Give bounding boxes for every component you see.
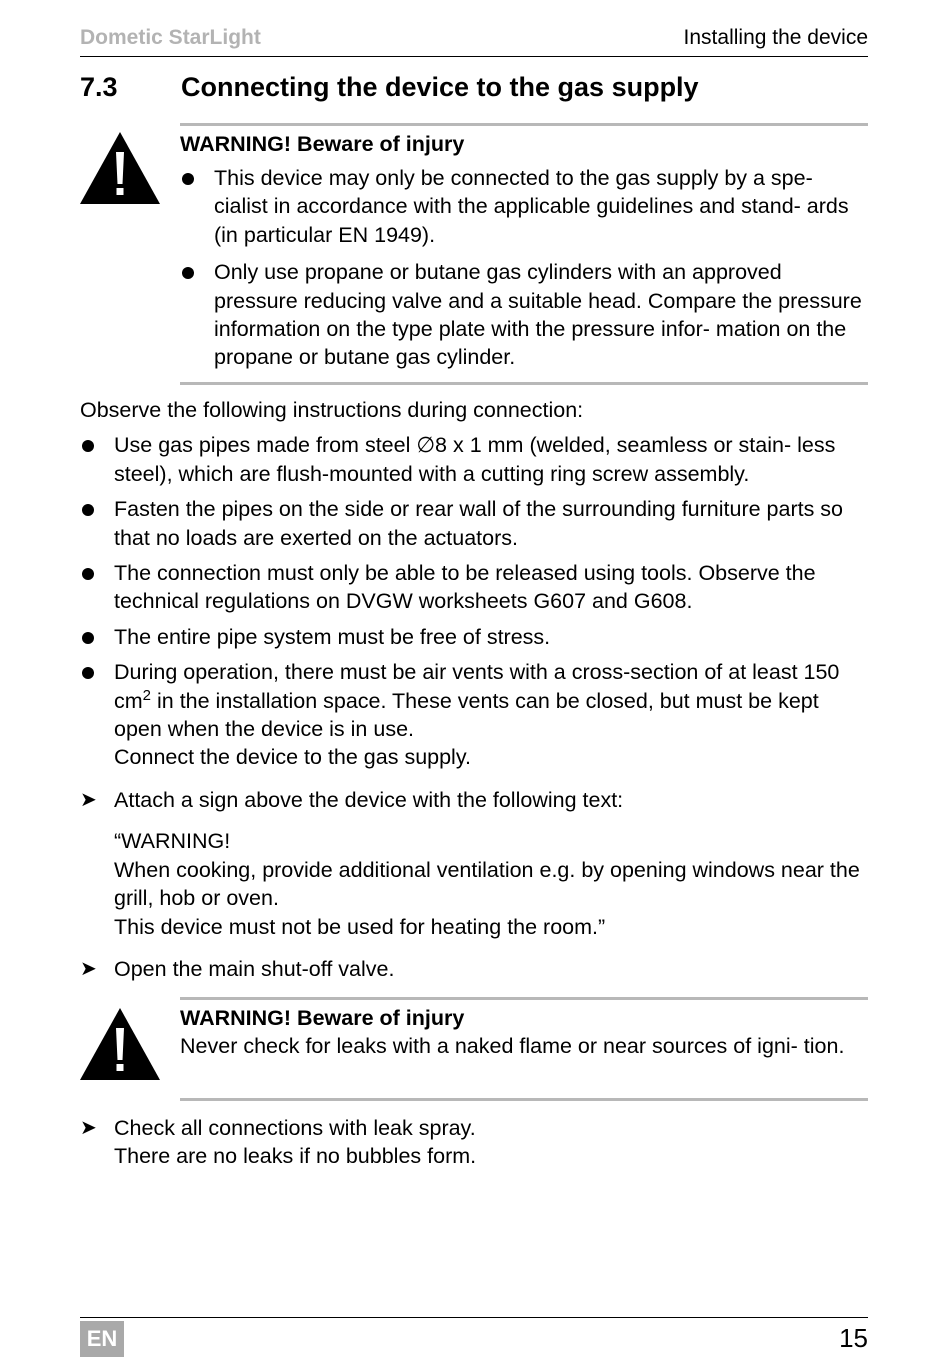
- page-number: 15: [839, 1323, 868, 1353]
- header-section-label: Installing the device: [683, 26, 868, 49]
- page-footer: [80, 1317, 868, 1358]
- step-text: Check all connections with leak spray.: [114, 1116, 476, 1140]
- vents-text-pre: During operation, there must be air vents with a cross-section of at least 150 cm: [114, 660, 840, 713]
- warning-box-1: [180, 123, 868, 385]
- step-text: Attach a sign above the device with the following text:: [114, 787, 624, 812]
- step-attach-sign: [80, 786, 868, 814]
- arrow-icon: ➤: [80, 957, 97, 980]
- step-open-valve: [80, 955, 868, 983]
- warning-title: WARNING! Beware of injury: [180, 1006, 465, 1030]
- brand-name: Dometic StarLight: [80, 26, 261, 49]
- vents-text-post: in the installation space. These vents can be closed, but must be kept open when the device is in use.: [114, 688, 819, 742]
- instruction-item: The entire pipe system must be free of stress.: [80, 623, 868, 651]
- sign-line: “WARNING!: [114, 829, 231, 854]
- section-title: Connecting the device to the gas supply: [181, 72, 699, 102]
- arrow-icon: ➤: [80, 788, 97, 811]
- section-number: 7.3: [80, 72, 118, 102]
- warning-bullet: This device may only be connected to the gas supply by a spe- cialist in accordance with the applicable guidelines and stand- ards (in particular EN 1949).: [180, 164, 868, 249]
- arrow-icon: ➤: [80, 1117, 97, 1139]
- vents-superscript: 2: [142, 686, 152, 704]
- warning-triangle-icon: [80, 132, 160, 204]
- step-check-leaks: [80, 1114, 868, 1171]
- instructions-intro: Observe the following instructions during connection:: [80, 398, 584, 422]
- sign-line: When cooking, provide additional ventilation e.g. by opening windows near the grill, hob or oven.: [114, 857, 860, 911]
- instruction-item-vents: [80, 658, 868, 772]
- warning-triangle-icon: [80, 1008, 160, 1080]
- vents-text-line2: Connect the device to the gas supply.: [114, 745, 471, 770]
- sign-line: This device must not be used for heating the room.”: [114, 914, 606, 939]
- warning-box-2: [180, 997, 868, 1101]
- step-text-result: There are no leaks if no bubbles form.: [114, 1144, 477, 1169]
- language-badge: EN: [80, 1321, 124, 1357]
- instruction-item: Fasten the pipes on the side or rear wall of the surrounding furniture parts so that no loads are exerted on the actuators.: [80, 495, 868, 552]
- instructions: [80, 396, 868, 983]
- sign-text: [80, 827, 868, 941]
- warning-text: Never check for leaks with a naked flame or near sources of igni- tion.: [180, 1034, 845, 1058]
- instruction-item: The connection must only be able to be released using tools. Observe the technical regulations on DVGW worksheets G607 and G608.: [80, 559, 868, 616]
- step-text: Open the main shut-off valve.: [114, 956, 395, 981]
- warning-bullet: Only use propane or butane gas cylinders with an approved pressure reducing valve and a suitable head. Compare the pressure information on the type plate with the pressure infor- mation on the propane or butane gas cylinder.: [180, 258, 868, 372]
- instruction-item: Use gas pipes made from steel ∅8 x 1 mm (welded, seamless or stain- less steel), which are flush-mounted with a cutting ring screw assembly.: [80, 431, 868, 488]
- warning-title: WARNING! Beware of injury: [180, 132, 465, 156]
- page-header: [80, 24, 868, 57]
- final-step: [80, 1114, 868, 1171]
